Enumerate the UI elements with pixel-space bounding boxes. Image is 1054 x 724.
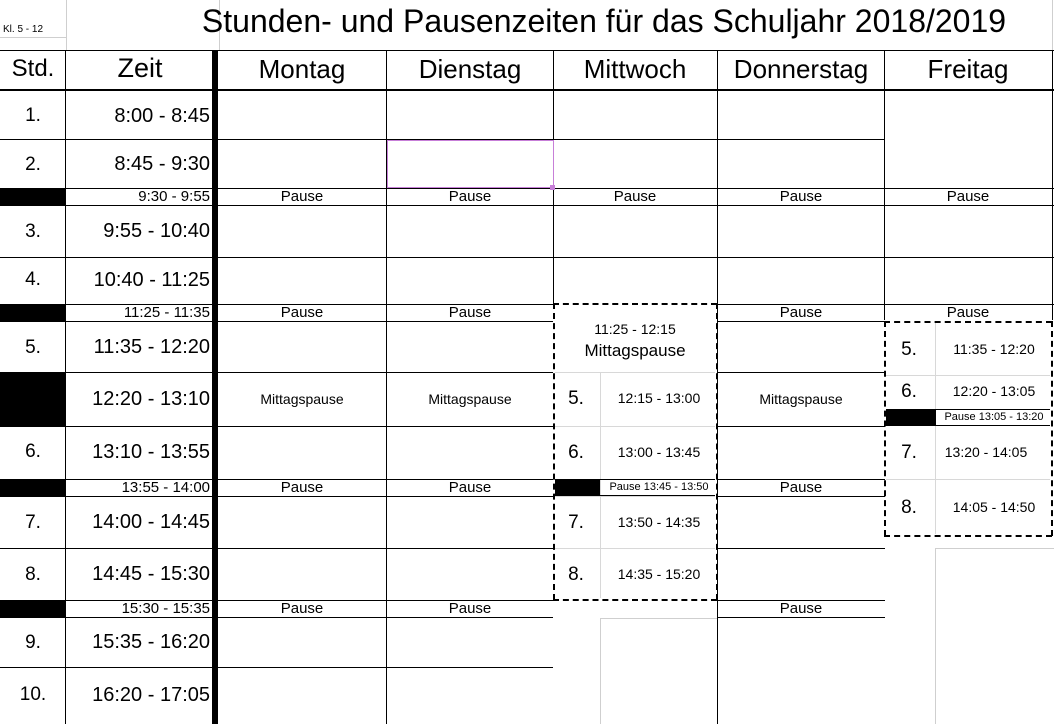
- header-donnerstag: Donnerstag: [733, 54, 869, 84]
- std-number: 1.: [25, 105, 41, 126]
- pause-label: Pause: [613, 188, 657, 205]
- zeit-value: 10:40 - 11:25: [93, 269, 210, 291]
- mittagspause-label: Mittagspause: [759, 391, 843, 407]
- zeit-value: 15:35 - 16:20: [92, 631, 210, 653]
- mittagspause-label: Mittagspause: [428, 391, 512, 407]
- mittwoch-mittag-time: 11:25 - 12:15: [594, 321, 676, 337]
- freitag-std: 6.: [901, 381, 917, 402]
- pause-label: Pause: [779, 479, 823, 496]
- std-number: 6.: [25, 441, 41, 462]
- pause-label: Pause: [448, 600, 492, 617]
- std-number: 2.: [25, 154, 41, 175]
- pause-label: Pause: [280, 479, 324, 496]
- mittwoch-zeit: 14:35 - 15:20: [617, 566, 701, 582]
- mittwoch-std: 6.: [568, 442, 584, 463]
- std-number: 7.: [25, 512, 41, 533]
- zeit-value: 13:10 - 13:55: [92, 441, 210, 463]
- pause-label: Pause: [448, 304, 492, 321]
- pause-label: Pause: [448, 479, 492, 496]
- zeit-value: 16:20 - 17:05: [92, 684, 210, 706]
- mittwoch-std: 8.: [568, 564, 584, 585]
- pause-label: Pause: [779, 188, 823, 205]
- mittagspause-label: Mittagspause: [260, 391, 344, 407]
- mittwoch-pause: Pause 13:45 - 13:50: [609, 481, 709, 493]
- pause-label: Pause: [280, 188, 324, 205]
- std-number: 4.: [25, 269, 41, 290]
- std-number: 9.: [25, 632, 41, 653]
- zeit-value: 12:20 - 13:10: [92, 388, 210, 410]
- zeit-value: 8:00 - 8:45: [114, 105, 210, 127]
- pause-label: Pause: [946, 188, 990, 205]
- header-freitag: Freitag: [927, 54, 1009, 84]
- header-std: Std.: [11, 55, 55, 82]
- freitag-zeit: 13:20 - 14:05: [944, 444, 1028, 460]
- freitag-zeit: 11:35 - 12:20: [953, 341, 1035, 357]
- zeit-value: 14:45 - 15:30: [92, 563, 210, 585]
- header-mittwoch: Mittwoch: [583, 54, 687, 84]
- mittwoch-mittag-label: Mittagspause: [584, 341, 686, 360]
- std-number: 10.: [19, 684, 47, 705]
- zeit-value: 14:00 - 14:45: [92, 511, 210, 533]
- header-montag: Montag: [258, 54, 346, 84]
- zeit-pause-value: 9:30 - 9:55: [138, 188, 210, 205]
- std-number: 8.: [25, 564, 41, 585]
- freitag-std: 5.: [901, 339, 917, 360]
- freitag-pause: Pause 13:05 - 13:20: [944, 411, 1044, 423]
- selection-handle[interactable]: [550, 185, 555, 190]
- zeit-value: 9:55 - 10:40: [103, 220, 210, 242]
- sheet-label: Kl. 5 - 12: [3, 24, 44, 35]
- zeit-pause-value: 11:25 - 11:35: [123, 304, 210, 321]
- freitag-zeit: 14:05 - 14:50: [952, 499, 1036, 515]
- header-zeit: Zeit: [117, 53, 163, 83]
- pause-label: Pause: [280, 600, 324, 617]
- page-title: Stunden- und Pausenzeiten für das Schuljahr 2018/2019: [201, 3, 1007, 39]
- pause-label: Pause: [779, 600, 823, 617]
- std-number: 5.: [25, 337, 41, 358]
- mittwoch-zeit: 13:50 - 14:35: [617, 514, 701, 530]
- header-dienstag: Dienstag: [418, 54, 522, 84]
- freitag-std: 8.: [901, 497, 917, 518]
- std-number: 3.: [25, 221, 41, 242]
- zeit-value: 8:45 - 9:30: [114, 153, 210, 175]
- mittwoch-zeit: 13:00 - 13:45: [617, 444, 701, 460]
- pause-label: Pause: [280, 304, 324, 321]
- zeit-pause-value: 13:55 - 14:00: [121, 479, 210, 496]
- selected-cell[interactable]: [387, 140, 554, 188]
- mittwoch-std: 7.: [568, 512, 584, 533]
- pause-label: Pause: [946, 304, 990, 321]
- freitag-std: 7.: [901, 442, 917, 463]
- mittwoch-std: 5.: [568, 388, 584, 409]
- pause-label: Pause: [779, 304, 823, 321]
- zeit-value: 11:35 - 12:20: [93, 336, 210, 358]
- pause-label: Pause: [448, 188, 492, 205]
- mittwoch-zeit: 12:15 - 13:00: [617, 390, 701, 406]
- zeit-pause-value: 15:30 - 15:35: [121, 600, 210, 617]
- freitag-zeit: 12:20 - 13:05: [952, 383, 1036, 399]
